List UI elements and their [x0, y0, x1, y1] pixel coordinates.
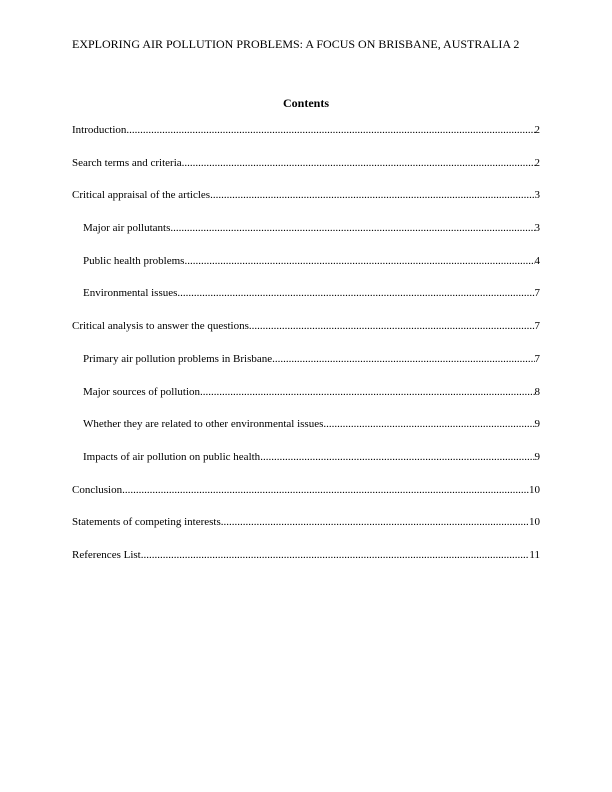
- toc-entry-text: Public health problems: [83, 254, 185, 267]
- toc-page-number: 3: [534, 222, 540, 235]
- toc-entry-text: Critical analysis to answer the questions: [72, 320, 249, 333]
- toc-entry-text: Whether they are related to other environmental issues: [83, 418, 324, 431]
- toc-dot-leader: [126, 123, 534, 137]
- toc-dot-leader: [182, 156, 535, 170]
- toc-page-number: 7: [534, 320, 540, 333]
- toc-page-number: 4: [534, 254, 540, 267]
- toc-dot-leader: [141, 548, 530, 562]
- toc-entry-primary-problems-brisbane[interactable]: [72, 352, 540, 385]
- toc-dot-leader: [272, 352, 534, 366]
- toc-entry-text: Statements of competing interests: [72, 516, 221, 529]
- toc-dot-leader: [210, 188, 534, 202]
- toc-page-number: 7: [534, 287, 540, 300]
- toc-dot-leader: [184, 254, 534, 268]
- toc-entry-environmental-issues[interactable]: [72, 286, 540, 319]
- table-of-contents: [72, 123, 540, 581]
- toc-page-number: 9: [534, 450, 540, 463]
- toc-page-number: 10: [529, 516, 540, 529]
- toc-page-number: 9: [534, 418, 540, 431]
- toc-entry-text: Search terms and criteria: [72, 156, 182, 169]
- toc-entry-text: Conclusion: [72, 483, 123, 496]
- toc-entry-major-sources[interactable]: [72, 385, 540, 418]
- toc-entry-critical-appraisal[interactable]: [72, 188, 540, 221]
- toc-page-number: 11: [529, 548, 540, 561]
- toc-entry-text: Major sources of pollution: [83, 385, 201, 398]
- toc-entry-references-list[interactable]: [72, 548, 540, 581]
- toc-entry-introduction[interactable]: [72, 123, 540, 156]
- toc-page-number: 3: [534, 189, 540, 202]
- toc-entry-text: Primary air pollution problems in Brisbane: [83, 352, 273, 365]
- toc-page-number: 8: [534, 385, 540, 398]
- toc-dot-leader: [200, 385, 534, 399]
- toc-entry-impacts-public-health[interactable]: [72, 450, 540, 483]
- toc-entry-text: Environmental issues: [83, 287, 178, 300]
- toc-entry-critical-analysis[interactable]: [72, 319, 540, 352]
- toc-entry-related-environmental-issues[interactable]: [72, 417, 540, 450]
- toc-dot-leader: [221, 515, 529, 529]
- toc-dot-leader: [249, 319, 535, 333]
- toc-entry-text: Introduction: [72, 124, 127, 136]
- toc-entry-search-terms[interactable]: [72, 156, 540, 189]
- toc-page-number: 10: [529, 483, 540, 496]
- toc-entry-public-health-problems[interactable]: [72, 254, 540, 287]
- running-head: EXPLORING AIR POLLUTION PROBLEMS: A FOCUS ON BRISBANE, AUSTRALIA 2: [72, 37, 520, 51]
- toc-dot-leader: [177, 286, 534, 300]
- toc-entry-competing-interests[interactable]: [72, 515, 540, 548]
- toc-dot-leader: [260, 450, 534, 464]
- toc-entry-text: Major air pollutants: [83, 222, 171, 235]
- toc-page-number: 7: [534, 352, 540, 365]
- toc-page-number: 2: [534, 124, 540, 136]
- toc-entry-text: References List: [72, 548, 141, 561]
- toc-dot-leader: [170, 221, 534, 235]
- toc-entry-conclusion[interactable]: [72, 483, 540, 516]
- toc-dot-leader: [323, 417, 534, 431]
- contents-title: Contents: [282, 96, 329, 110]
- toc-entry-text: Critical appraisal of the articles: [72, 189, 211, 202]
- toc-dot-leader: [122, 483, 529, 497]
- toc-entry-major-air-pollutants[interactable]: [72, 221, 540, 254]
- toc-entry-text: Impacts of air pollution on public health: [83, 450, 261, 463]
- toc-page-number: 2: [534, 156, 540, 169]
